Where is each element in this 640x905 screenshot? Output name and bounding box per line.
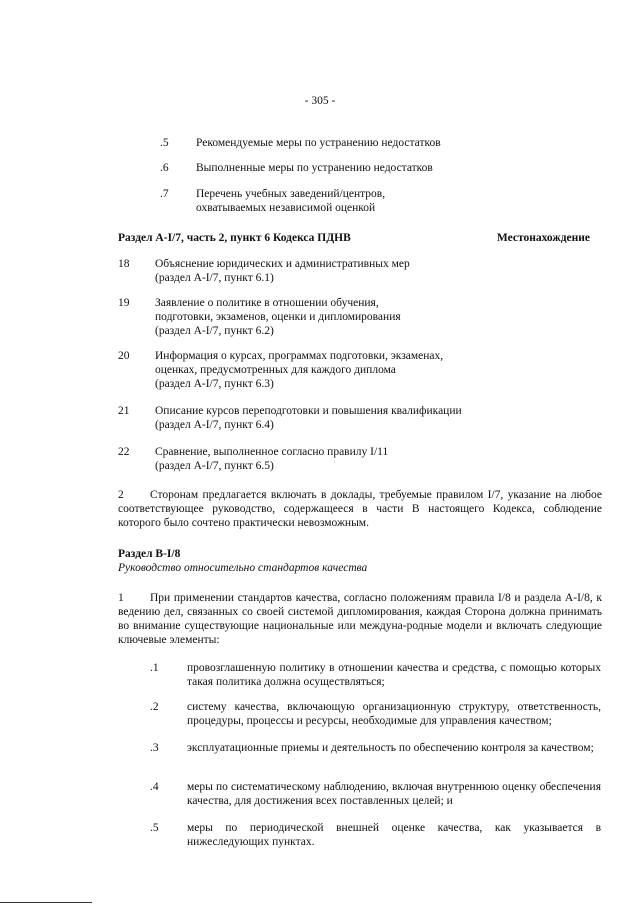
- row-text: Заявление о политике в отношении обучения,: [155, 297, 379, 309]
- paragraph-text: Сторонам предлагается включать в доклады, требуемые правилом I/7, указание на любое соответствующее руководство, содержащееся в части В настоящего Кодекса, соблюдение которого было сочтено практически невозможным.: [118, 489, 602, 529]
- paragraph-number: 1: [118, 592, 124, 604]
- row-number: 22: [118, 446, 130, 458]
- row-text: (раздел A-I/7, пункт 6.4): [155, 419, 274, 431]
- row-text: Объяснение юридических и административных мер: [155, 258, 410, 270]
- row-text: (раздел A-I/7, пункт 6.5): [155, 460, 274, 472]
- item-text: эксплуатационные приемы и деятельность по обеспечению контроля за качеством;: [187, 742, 594, 754]
- row-text: Описание курсов переподготовки и повышения квалификации: [155, 405, 462, 417]
- footnote-divider: [0, 902, 92, 903]
- item-text: провозглашенную политику в отношении качества и средства, с помощью которых такая политика должна осуществляться;: [187, 662, 601, 688]
- page-number: - 305 -: [304, 95, 336, 107]
- item-number: .5: [150, 822, 159, 834]
- item-text: Выполненные меры по устранению недостатков: [196, 162, 433, 174]
- item-text: меры по систематическому наблюдению, включая внутреннюю оценку обеспечения качества, для достижения всех поставленных целей; и: [187, 781, 601, 807]
- row-text: Информация о курсах, программах подготовки, экзаменах,: [155, 350, 444, 362]
- row-number: 20: [118, 350, 130, 362]
- paragraph-2: [118, 488, 602, 530]
- item-number: .7: [160, 188, 169, 200]
- item-number: .6: [160, 162, 169, 174]
- paragraph-number: 2: [118, 489, 124, 501]
- section-b-title: Раздел B-I/8: [118, 548, 181, 560]
- item-text: охватываемых независимой оценкой: [196, 202, 376, 214]
- paragraph-text: При применении стандартов качества, согласно положениям правила I/8 и раздела A-I/8, к ведению дел, связанных со своей системой дипломирования, каждая Сторона должна принимать во внимание существующие национальные или междуна-родные модели и включать следующие ключевые элементы:: [118, 592, 602, 646]
- item-text: Рекомендуемые меры по устранению недостатков: [196, 137, 441, 149]
- row-number: 18: [118, 258, 130, 270]
- item-number: .3: [150, 742, 159, 754]
- item-number: .1: [150, 662, 159, 674]
- row-text: (раздел A-I/7, пункт 6.2): [155, 325, 274, 337]
- item-text: меры по периодической внешней оценке качества, как указывается в нижеследующих пунктах.: [187, 822, 601, 848]
- row-number: 19: [118, 297, 130, 309]
- row-text: подготовки, экзаменов, оценки и дипломирования: [155, 311, 401, 323]
- row-number: 21: [118, 405, 130, 417]
- section-b-subtitle: Руководство относительно стандартов качества: [118, 562, 368, 574]
- row-text: Сравнение, выполненное согласно правилу I/11: [155, 446, 389, 458]
- row-text: (раздел A-I/7, пункт 6.1): [155, 272, 274, 284]
- item-number: .4: [150, 781, 159, 793]
- item-text: Перечень учебных заведений/центров,: [196, 188, 386, 200]
- item-number: .2: [150, 701, 159, 713]
- section-a-heading: [118, 231, 590, 245]
- section-a-title: Раздел A-I/7, часть 2, пункт 6 Кодекса ПДНВ: [118, 232, 351, 244]
- location-column-label: Местонахождение: [496, 232, 590, 244]
- row-text: оценках, предусмотренных для каждого диплома: [155, 364, 396, 376]
- paragraph-b1: [118, 591, 602, 647]
- item-number: .5: [160, 137, 169, 149]
- section-b-heading: [118, 547, 367, 575]
- item-text: систему качества, включающую организационную структуру, ответственность, процедуры, процессы и ресурсы, необходимые для управления качеством;: [187, 701, 601, 727]
- row-text: (раздел A-I/7, пункт 6.3): [155, 378, 274, 390]
